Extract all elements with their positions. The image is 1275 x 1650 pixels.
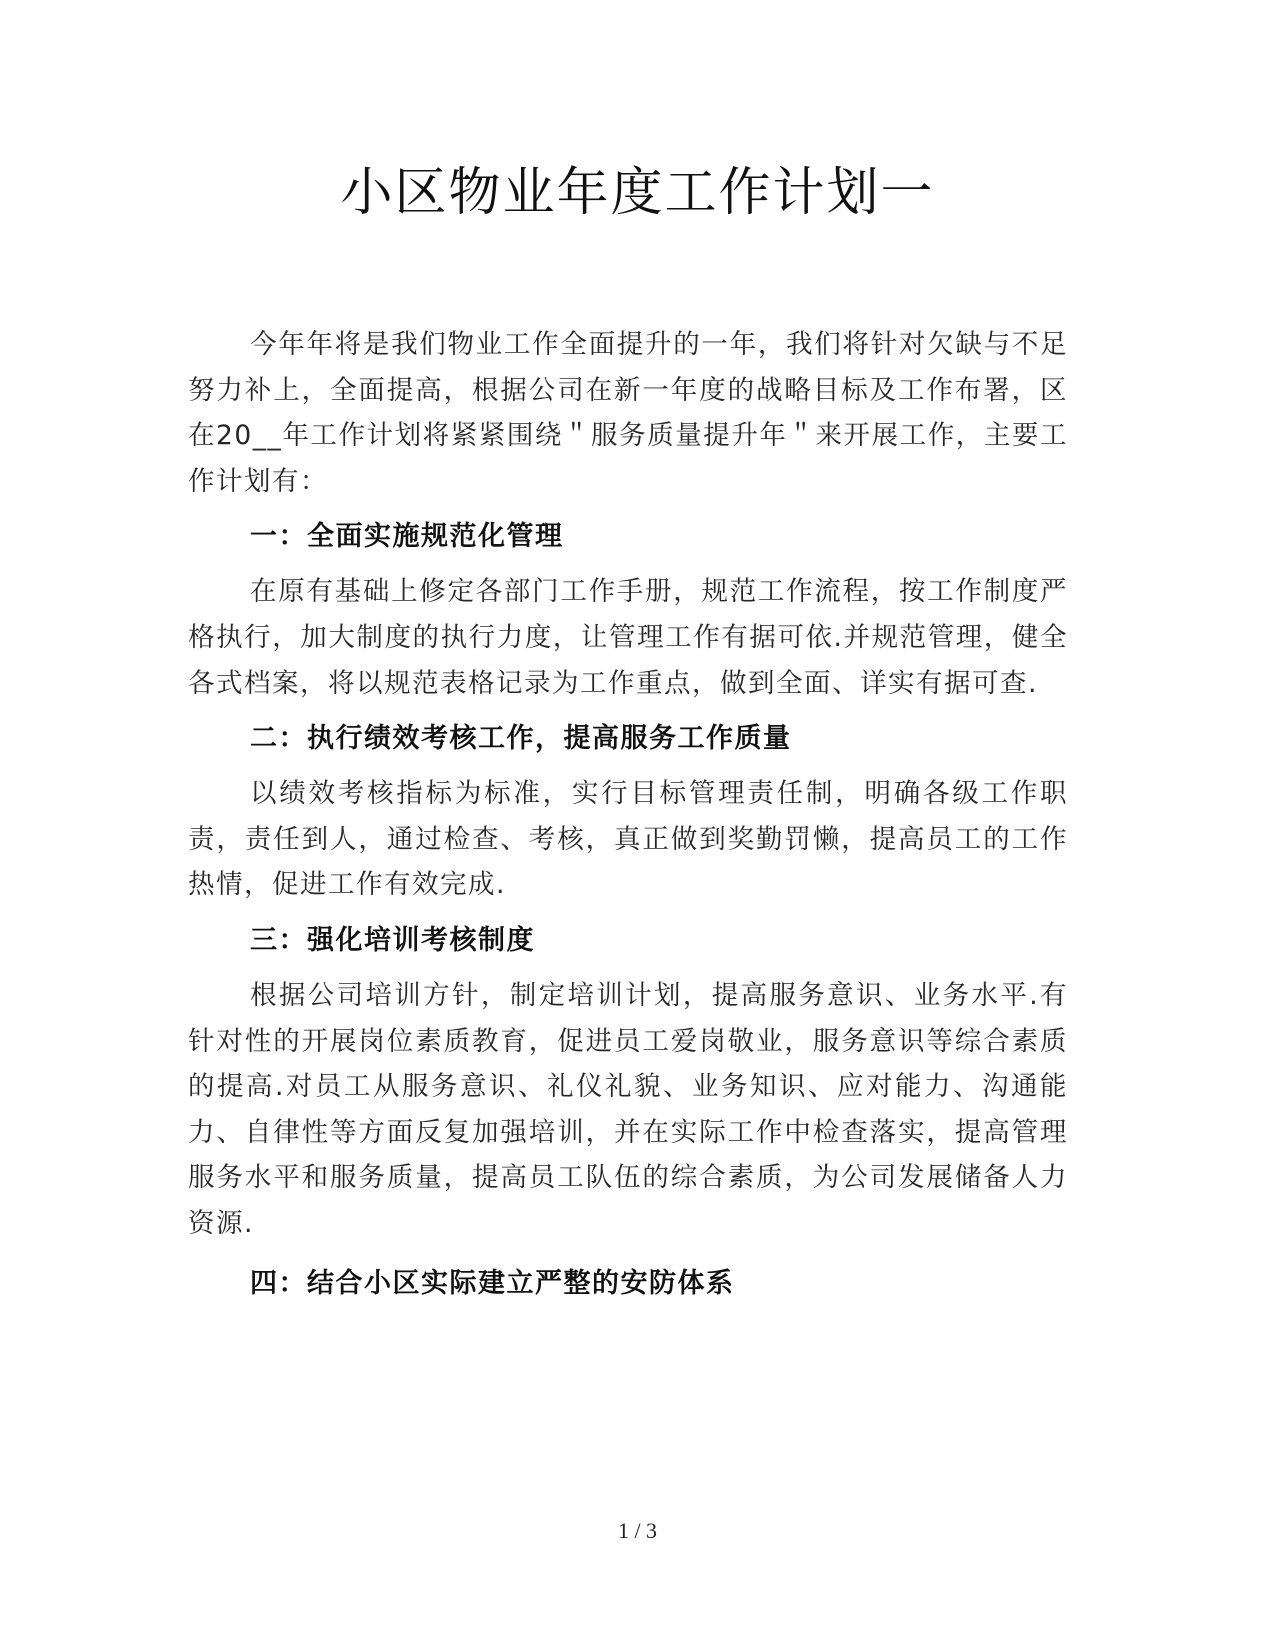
document-body bbox=[188, 322, 1068, 1306]
section-heading-3: 三：强化培训考核制度 bbox=[250, 924, 535, 956]
section-heading-4: 四：结合小区实际建立严整的安防体系 bbox=[250, 1267, 735, 1299]
section-body-1: 在原有基础上修定各部门工作手册，规范工作流程，按工作制度严格执行，加大制度的执行力度，让管理工作有据可依.并规范管理，健全各式档案，将以规范表格记录为工作重点，做到全面、详实有据可查. bbox=[188, 576, 1068, 699]
section-heading-2: 二：执行绩效考核工作，提高服务工作质量 bbox=[250, 723, 792, 755]
section-body-3: 根据公司培训方针，制定培训计划，提高服务意识、业务水平.有针对性的开展岗位素质教育，促进员工爱岗敬业，服务意识等综合素质的提高.对员工从服务意识、礼仪礼貌、业务知识、应对能力、沟通能力、自律性等方面反复加强培训，并在实际工作中检查落实，提高管理服务水平和服务质量，提高员工队伍的综合素质，为公司发展储备人力资源. bbox=[188, 979, 1068, 1239]
intro-paragraph: 今年年将是我们物业工作全面提升的一年，我们将针对欠缺与不足努力补上，全面提高，根据公司在新一年度的战略目标及工作布署，区在20__年工作计划将紧紧围绕＂服务质量提升年＂来开展工作，主要工作计划有： bbox=[188, 329, 1068, 497]
page-number: 1 / 3 bbox=[617, 1518, 658, 1543]
section-heading-1: 一：全面实施规范化管理 bbox=[250, 521, 564, 553]
document-title: 小区物业年度工作计划一 bbox=[340, 163, 935, 223]
section-body-2: 以绩效考核指标为标准，实行目标管理责任制，明确各级工作职责，责任到人，通过检查、考核，真正做到奖勤罚懒，提高员工的工作热情，促进工作有效完成. bbox=[188, 778, 1068, 901]
